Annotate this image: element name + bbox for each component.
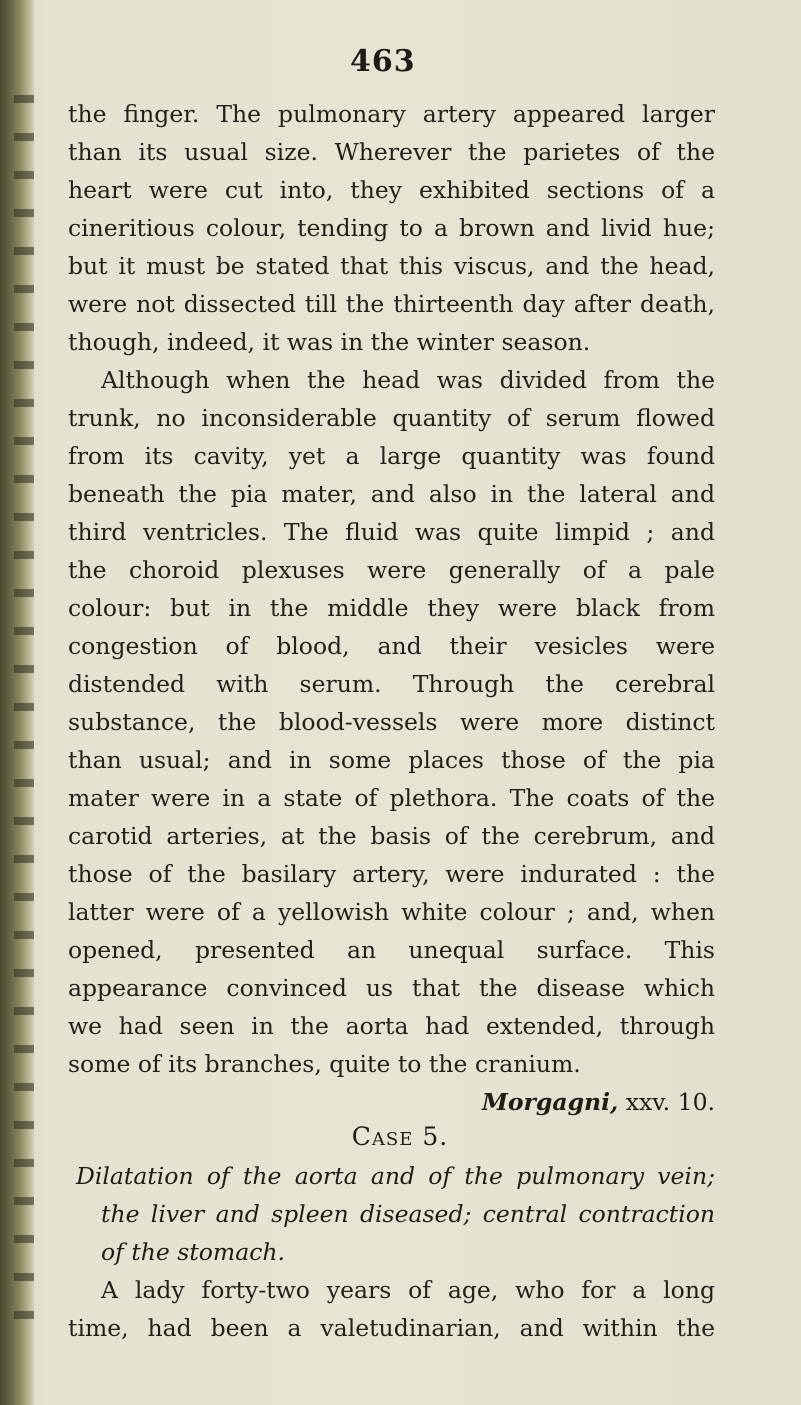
text-line: were not dissected till the thirteenth day after death, xyxy=(68,290,715,318)
case-title-line: of the stomach. xyxy=(101,1238,285,1266)
text-line: mater were in a state of plethora. The coats of the xyxy=(68,784,715,812)
text-line: third ventricles. The fluid was quite limpid ; and xyxy=(68,518,715,546)
text-line: than usual; and in some places those of the pia xyxy=(68,746,715,774)
case-heading-initial: C xyxy=(351,1122,372,1151)
text-line: those of the basilary artery, were indurated : the xyxy=(68,860,715,888)
text-line: cineritious colour, tending to a brown and livid hue; xyxy=(68,214,715,242)
text-line: appearance convinced us that the disease which xyxy=(68,974,715,1002)
citation xyxy=(440,1083,715,1121)
case-heading-rest: ase 5. xyxy=(371,1122,449,1151)
text-line: carotid arteries, at the basis of the cerebrum, and xyxy=(68,822,715,850)
text-line: but it must be stated that this viscus, and the head, xyxy=(68,252,715,280)
text-line: from its cavity, yet a large quantity was found xyxy=(68,442,715,470)
text-line: colour: but in the middle they were black from xyxy=(68,594,715,622)
text-line: than its usual size. Wherever the parietes of the xyxy=(68,138,715,166)
case-title-line: the liver and spleen diseased; central contraction xyxy=(101,1200,715,1228)
text-line: congestion of blood, and their vesicles were xyxy=(68,632,715,660)
case-heading xyxy=(300,1118,500,1156)
text-line: Although when the head was divided from the xyxy=(101,366,715,394)
text-line: substance, the blood-vessels were more distinct xyxy=(68,708,715,736)
text-line: time, had been a valetudinarian, and within the xyxy=(68,1314,715,1342)
text-line: distended with serum. Through the cerebral xyxy=(68,670,715,698)
case-title-line: Dilatation of the aorta and of the pulmonary vein; xyxy=(76,1162,715,1190)
citation-author: Morgagni, xyxy=(481,1088,619,1116)
text-line: the choroid plexuses were generally of a pale xyxy=(68,556,715,584)
text-line: though, indeed, it was in the winter season. xyxy=(68,328,591,356)
text-line: trunk, no inconsiderable quantity of serum flowed xyxy=(68,404,715,432)
page-number: 463 xyxy=(350,44,416,79)
citation-reference: xxv. 10. xyxy=(625,1088,715,1116)
text-line: beneath the pia mater, and also in the lateral and xyxy=(68,480,715,508)
text-line: A lady forty-two years of age, who for a long xyxy=(101,1276,715,1304)
text-line: heart were cut into, they exhibited sections of a xyxy=(68,176,715,204)
text-line: the finger. The pulmonary artery appeared larger xyxy=(68,100,715,128)
text-line: opened, presented an unequal surface. This xyxy=(68,936,715,964)
text-line: latter were of a yellowish white colour ; and, when xyxy=(68,898,715,926)
text-line: we had seen in the aorta had extended, through xyxy=(68,1012,715,1040)
binding-stitch-marks xyxy=(14,95,34,1325)
text-line: some of its branches, quite to the cranium. xyxy=(68,1050,581,1078)
